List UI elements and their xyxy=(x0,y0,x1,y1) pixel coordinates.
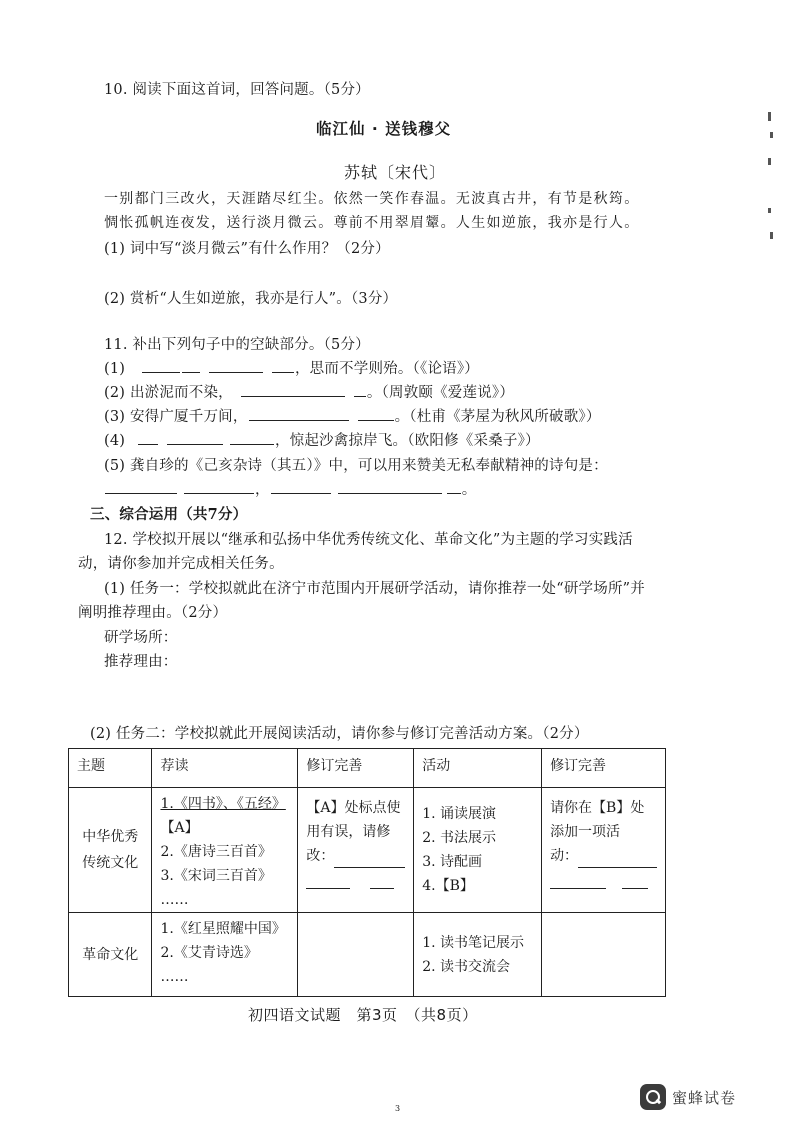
answer-blank[interactable] xyxy=(358,408,394,421)
answer-blank[interactable] xyxy=(306,868,350,889)
answer-blank[interactable] xyxy=(271,481,331,494)
blank-separator: ， xyxy=(255,482,270,498)
q11-item-3 xyxy=(104,405,601,426)
revise-b-line: 动： xyxy=(550,848,579,864)
item-suffix: 。（杜甫《茅屋为秋风所破歌》） xyxy=(394,409,601,425)
answer-blank[interactable] xyxy=(338,481,442,494)
theme-line: 中华优秀 xyxy=(82,829,139,845)
page-footer: 初四语文试题 第3页 （共8页） xyxy=(248,1006,478,1024)
revise-b-line: 添加一项活 xyxy=(550,824,621,840)
poem-title: 临江仙 · 送钱穆父 xyxy=(316,120,452,138)
table-row xyxy=(69,913,666,997)
activity-cell xyxy=(414,913,542,997)
answer-blank[interactable] xyxy=(249,408,349,421)
reading-cell xyxy=(152,913,298,997)
watermark-logo xyxy=(640,1084,736,1110)
reading-item: 1.《红星照耀中国》 xyxy=(160,921,286,937)
activity-item: 4.【B】 xyxy=(422,878,474,894)
q10-sub1: (1) 词中写“淡月微云”有什么作用？（2分） xyxy=(104,241,390,257)
item-prefix: (3) 安得广厦千万间， xyxy=(104,409,248,425)
q11-heading: 11. 补出下列句子中的空缺部分。（5分） xyxy=(104,337,370,353)
activity-item: 2. 书法展示 xyxy=(422,830,497,846)
revise-a-answer-row xyxy=(306,844,413,868)
q11-item-1 xyxy=(104,357,479,378)
answer-blank[interactable] xyxy=(354,384,366,397)
revise-a-cell xyxy=(298,788,414,913)
q12-task2: (2) 任务二：学校拟就此开展阅读活动，请你参与修订完善活动方案。（2分） xyxy=(90,726,589,742)
header-revise-b: 修订完善 xyxy=(542,749,666,788)
logo-text: 蜜蜂试卷 xyxy=(672,1088,737,1107)
answer-blank[interactable] xyxy=(138,432,158,445)
item-suffix: ，惊起沙禽掠岸飞。（欧阳修《采桑子》） xyxy=(274,433,540,449)
reading-item: 1.《四书》、《五经》 xyxy=(160,796,286,812)
reading-item: …… xyxy=(160,969,189,985)
revise-b-answer-row xyxy=(550,868,665,889)
revise-b-answer-row xyxy=(550,844,665,868)
theme-line: 革命文化 xyxy=(82,946,139,963)
answer-blank[interactable] xyxy=(370,868,394,889)
margin-mark xyxy=(770,232,773,239)
q12-intro-line-1: 12. 学校拟开展以“继承和弘扬中华优秀传统文化、革命文化”为主题的学习实践活 xyxy=(104,532,633,548)
answer-blank[interactable] xyxy=(105,481,177,494)
site-label: 研学场所： xyxy=(104,630,178,646)
answer-blank[interactable] xyxy=(578,847,657,868)
answer-blank[interactable] xyxy=(182,360,200,373)
header-activity: 活动 xyxy=(414,749,542,788)
reading-plan-table xyxy=(68,748,666,997)
revise-a-line: 改： xyxy=(306,848,335,864)
poem-line-2: 惆怅孤帆连夜发，送行淡月微云。尊前不用翠眉颦。人生如逆旅，我亦是行人。 xyxy=(104,215,640,231)
answer-blank[interactable] xyxy=(230,432,274,445)
header-theme: 主题 xyxy=(69,749,152,788)
reading-item: 2.《艾青诗选》 xyxy=(160,945,258,961)
q10-heading: 10. 阅读下面这首词，回答问题。（5分） xyxy=(104,82,370,98)
margin-mark xyxy=(768,112,771,121)
reading-item: 3.《宋词三百首》 xyxy=(160,868,272,884)
revise-a-line: 【A】处标点使 xyxy=(306,800,401,816)
item-prefix: (2) 出淤泥而不染， xyxy=(104,385,233,401)
page-number: 3 xyxy=(395,1104,401,1113)
revise-a-cell xyxy=(298,913,414,997)
q12-intro-line-2: 动，请你参加并完成相关任务。 xyxy=(78,556,284,572)
answer-blank[interactable] xyxy=(184,481,254,494)
activity-item: 2. 读书交流会 xyxy=(422,959,511,975)
answer-blank[interactable] xyxy=(272,360,294,373)
answer-blank[interactable] xyxy=(209,360,263,373)
answer-blank[interactable] xyxy=(241,384,345,397)
answer-blank[interactable] xyxy=(142,360,180,373)
q11-item-2 xyxy=(104,381,514,402)
theme-cell xyxy=(69,788,152,913)
reading-item: 【A】 xyxy=(160,820,199,836)
table-header-row xyxy=(69,749,666,788)
magnifier-logo-icon xyxy=(640,1084,666,1110)
answer-blank[interactable] xyxy=(334,847,405,868)
reading-item: 2.《唐诗三百首》 xyxy=(160,844,272,860)
q12-task1-line-1: (1) 任务一：学校拟就此在济宁市范围内开展研学活动，请你推荐一处“研学场所”并 xyxy=(104,581,645,597)
answer-blank[interactable] xyxy=(167,432,223,445)
poem-line-1: 一别都门三改火，天涯踏尽红尘。依然一笑作春温。无波真古井，有节是秋筠。 xyxy=(104,191,640,207)
reason-label: 推荐理由： xyxy=(104,654,178,670)
q11-item-5: (5) 龚自珍的《己亥杂诗（其五）》中，可以用来赞美无私奉献精神的诗句是： xyxy=(104,458,608,474)
activity-cell xyxy=(414,788,542,913)
item-suffix: 。（周敦颐《爱莲说》） xyxy=(366,385,515,401)
reading-cell xyxy=(152,788,298,913)
margin-mark xyxy=(768,158,771,165)
revise-a-line: 用有误，请修 xyxy=(306,824,391,840)
margin-mark xyxy=(768,208,771,213)
reading-item: …… xyxy=(160,892,189,908)
item-prefix: (4) xyxy=(104,433,126,449)
answer-blank[interactable] xyxy=(622,868,648,889)
activity-item: 1. 诵读展演 xyxy=(422,806,497,822)
answer-blank[interactable] xyxy=(447,481,461,494)
q10-sub2: (2) 赏析“人生如逆旅，我亦是行人”。（3分） xyxy=(104,291,398,307)
poem-author: 苏轼〔宋代〕 xyxy=(344,163,447,182)
activity-item: 3. 诗配画 xyxy=(422,854,483,870)
section-3-heading: 三、综合运用（共7分） xyxy=(90,506,248,523)
revise-b-cell xyxy=(542,788,666,913)
revise-a-answer-row xyxy=(306,868,413,889)
item-prefix: (1) xyxy=(104,361,126,377)
item-suffix: ，思而不学则殆。（《论语》） xyxy=(294,361,480,377)
table-row xyxy=(69,788,666,913)
activity-item: 1. 读书笔记展示 xyxy=(422,935,525,951)
q11-item-5-blanks xyxy=(104,478,476,499)
answer-blank[interactable] xyxy=(550,868,606,889)
blank-end: 。 xyxy=(461,482,477,498)
header-revise-a: 修订完善 xyxy=(298,749,414,788)
margin-mark xyxy=(770,132,773,138)
revise-b-line: 请你在【B】处 xyxy=(550,800,645,816)
header-reading: 荐读 xyxy=(152,749,298,788)
revise-b-cell xyxy=(542,913,666,997)
theme-line: 传统文化 xyxy=(82,855,139,871)
q11-item-4 xyxy=(104,429,540,450)
q12-task1-line-2: 阐明推荐理由。（2分） xyxy=(78,605,228,621)
theme-cell xyxy=(69,913,152,997)
